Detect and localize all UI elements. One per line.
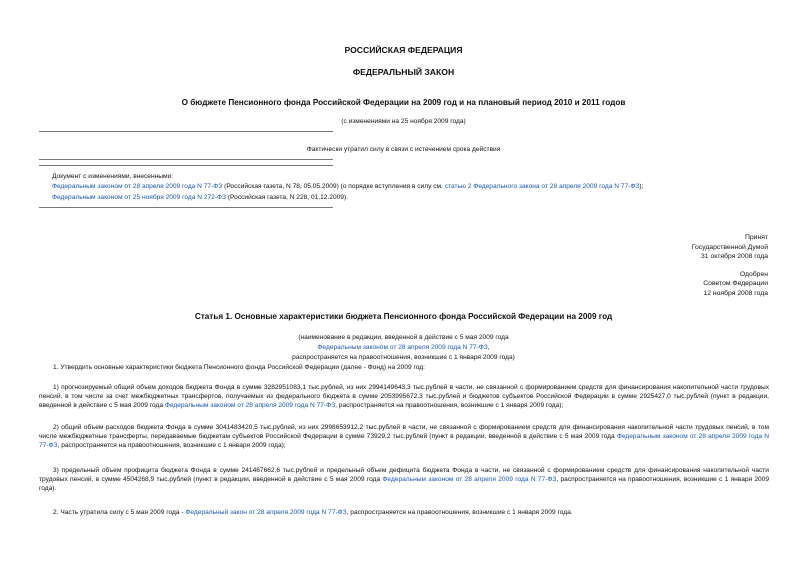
change-item-1: Федеральным законом от 28 апреля 2009 года N 77-ФЗ (Российская газета, N 78, 05.05.2009) (о порядке вступления в силу см. статью 2 Федерального закона от 28 апреля 2009 года N 77-ФЗ);: [52, 183, 644, 190]
amendment-note: (с изменениями на 25 ноября 2009 года): [341, 118, 466, 125]
approved-date: 12 ноября 2008 года: [703, 289, 768, 297]
change-link-272fz[interactable]: Федеральным законом от 25 ноября 2009 года N 272-ФЗ: [52, 194, 227, 201]
article-1-note-link-line: Федеральным законом от 28 апреля 2009 года N 77-ФЗ,: [317, 344, 490, 351]
paragraph-1-2-link[interactable]: Федеральным законом от 28 апреля 2009 года N 77-ФЗ: [39, 433, 770, 450]
status-note: Фактически утратил силу в связи с истечением срока действия: [306, 146, 501, 153]
changes-intro: Документ с изменениями, внесенными:: [52, 173, 174, 180]
paragraph-1-2: 2) общий объем расходов бюджета Фонда в сумме 3041483420,5 тыс.рублей, из них 2998653912,2 тыс.рублей в части, не связанной с формированием средств для финансирования накопительной части трудовых пенсий, в том числе межбюджетные трансферты, передаваемые бюджетам субъектов Российской Федерации в сумме 73929,2 тыс.рублей (пункт в редакции, введенной в действие с 5 мая 2009 года Федеральным законом от 28 апреля 2009 года N 77-ФЗ, распространяется на правоотношения, возникшие с 1 января 2009 года);: [39, 424, 770, 450]
divider: [39, 165, 333, 166]
document-title: О бюджете Пенсионного фонда Российской Федерации на 2009 год и на плановый период 2010 и 2011 годов: [181, 98, 626, 107]
paragraph-1-3: 3) предельный объем профицита бюджета Фонда в сумме 241467662,6 тыс.рублей и предельный объем дефицита бюджета Фонда в части, не связанной с формированием средств для финансирования накопительной части трудовых пенсий, в сумме 4504268,9 тыс.рублей (пункт в редакции, введенной в действие с 5 мая 2009 года Федеральным законом от 28 апреля 2009 года N 77-ФЗ, распространяется на правоотношения, возникшие с 1 января 2009 года).: [39, 467, 770, 493]
paragraph-1: 1. Утвердить основные характеристики бюджета Пенсионного фонда Российской Федерации (далее - Фонд) на 2009 год:: [53, 364, 425, 371]
change-link-article2[interactable]: статью 2 Федерального закона от 28 апреля 2009 года N 77-ФЗ: [444, 183, 640, 190]
article-1-note-end: распространяется на правоотношения, возникшие с 1 января 2009 года): [292, 354, 515, 361]
article-1-title: Статья 1. Основные характеристики бюджета Пенсионного фонда Российской Федерации на 2009 год: [194, 312, 613, 321]
approved-body: Советом Федерации: [703, 280, 768, 287]
adopted-date: 31 октября 2008 года: [701, 253, 768, 260]
approved-label: Одобрен: [739, 270, 768, 278]
adoption-block: [692, 233, 768, 298]
divider: [39, 131, 333, 132]
change-item-2: Федеральным законом от 25 ноября 2009 года N 272-ФЗ (Российская газета, N 228, 01.12.2009).: [52, 194, 348, 201]
article-1-note-link[interactable]: Федеральным законом от 28 апреля 2009 года N 77-ФЗ: [317, 344, 488, 351]
paragraph-2-link[interactable]: Федеральный закон от 28 апреля 2009 года N 77-ФЗ: [185, 509, 347, 516]
adopted-body: Государственной Думой: [691, 243, 768, 251]
adopted-label: Принят: [744, 234, 768, 241]
divider: [39, 207, 333, 208]
paragraph-2: 2. Часть утратила силу с 5 мая 2009 года - Федеральный закон от 28 апреля 2009 года N 77-ФЗ, распространяется на правоотношения, возникшие с 1 января 2009 года.: [53, 509, 573, 516]
paragraph-1-3-link[interactable]: Федеральным законом от 28 апреля 2009 года N 77-ФЗ: [382, 476, 557, 484]
country-heading: РОССИЙСКАЯ ФЕДЕРАЦИЯ: [344, 45, 463, 55]
paragraph-1-1-link[interactable]: Федеральным законом от 28 апреля 2009 года N 77-ФЗ: [164, 402, 336, 410]
article-1-note: (наименование в редакции, введенной в действие с 5 мая 2009 года: [298, 334, 509, 341]
law-type-heading: ФЕДЕРАЛЬНЫЙ ЗАКОН: [352, 67, 455, 77]
change-link-77fz[interactable]: Федеральным законом от 28 апреля 2009 года N 77-ФЗ: [52, 183, 223, 190]
paragraph-1-1: 1) прогнозируемый общий объем доходов бюджета Фонда в сумме 3282951083,1 тыс.рублей, из них 2994149643,3 тыс.рублей в части, не связанной с формированием средств для финансирования накопительной части трудовых пенсий, в том числе за счет межбюджетных трансфертов, получаемых из федерального бюджета в сумме 2053995672,3 тыс.рублей и бюджетов субъектов Российской Федерации в сумме 2925427,0 тыс.рублей (пункт в редакции, введенной в действие с 5 мая 2009 года Федеральным законом от 28 апреля 2009 года N 77-ФЗ, распространяется на правоотношения, возникшие с 1 января 2009 года);: [39, 384, 769, 410]
divider: [39, 159, 333, 160]
